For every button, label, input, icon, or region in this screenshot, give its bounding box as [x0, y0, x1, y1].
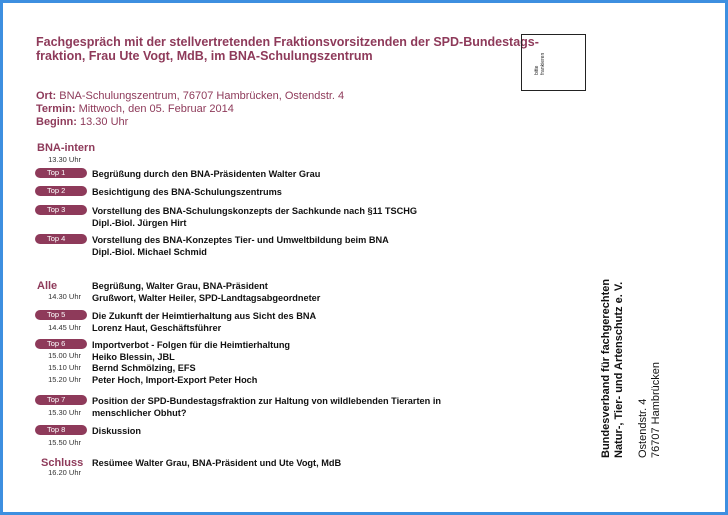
section-title-schluss: Schluss	[41, 457, 84, 469]
meta-ort	[36, 90, 344, 103]
item-line: Dipl.-Biol. Jürgen Hirt	[92, 217, 187, 228]
ort-value: BNA-Schulungszentrum, 76707 Hambrücken, Ostendstr. 4	[59, 90, 345, 102]
top-7-badge: Top 7	[35, 395, 87, 405]
agenda-item-top-8	[92, 426, 141, 438]
time-top-6-2: 15.10 Uhr	[48, 363, 81, 372]
section-title-alle: Alle	[37, 280, 58, 292]
agenda-item-top-2	[92, 187, 282, 199]
section-title-intern: BNA-intern	[37, 142, 96, 154]
agenda-item-top-6	[92, 340, 290, 386]
address-org-line-2: Natur-, Tier- und Artenschutz e. V.	[613, 281, 625, 458]
beginn-value: 13.30 Uhr	[80, 116, 129, 128]
item-line: Dipl.-Biol. Michael Schmid	[92, 246, 207, 257]
time-top-5: 14.45 Uhr	[48, 323, 81, 332]
termin-label: Termin:	[36, 103, 76, 115]
address-street: Ostendstr. 4	[637, 398, 649, 458]
stamp-line-2: frankieren	[540, 52, 546, 75]
recipient-address	[600, 279, 663, 458]
meta-beginn	[36, 116, 344, 129]
beginn-label: Beginn:	[36, 116, 77, 128]
item-line: Bernd Schmölzing, EFS	[92, 363, 196, 373]
agenda-item-top-5	[92, 311, 316, 334]
top-2-badge: Top 2	[35, 186, 87, 196]
item-line: Peter Hoch, Import-Export Peter Hoch	[92, 374, 258, 385]
top-3-badge: Top 3	[35, 205, 87, 215]
time-top-6-3: 15.20 Uhr	[48, 375, 81, 384]
stamp-line-1: bitte	[534, 65, 540, 75]
event-meta	[36, 90, 344, 129]
top-6-badge: Top 6	[35, 339, 87, 349]
agenda-item-top-7	[92, 396, 441, 419]
time-schluss: 16.20 Uhr	[48, 468, 81, 477]
item-line: Lorenz Haut, Geschäftsführer	[92, 322, 222, 333]
page-title	[36, 35, 539, 63]
title-line-2: fraktion, Frau Ute Vogt, MdB, im BNA-Schulungszentrum	[36, 49, 373, 63]
item-line: Besichtigung des BNA-Schulungszentrums	[92, 187, 282, 197]
top-1-badge: Top 1	[35, 168, 87, 178]
address-org-line-1: Bundesverband für fachgerechten	[600, 278, 612, 458]
top-5-badge: Top 5	[35, 310, 87, 320]
item-line: Vorstellung des BNA-Schulungskonzepts der Sachkunde nach §11 TSCHG	[92, 206, 418, 216]
agenda-item-top-4	[92, 235, 389, 258]
ort-label: Ort:	[36, 90, 57, 102]
agenda-item-top-1	[92, 169, 320, 181]
item-line: Resümee Walter Grau, BNA-Präsident und Ute Vogt, MdB	[92, 458, 342, 468]
top-4-badge: Top 4	[35, 234, 87, 244]
item-line: Heiko Blessin, JBL	[92, 351, 175, 362]
address-spacer	[626, 279, 637, 458]
title-line-1: Fachgespräch mit der stellvertretenden Fraktionsvorsitzenden der SPD-Bundestags-	[36, 35, 539, 49]
time-intern: 13.30 Uhr	[48, 155, 81, 164]
time-alle: 14.30 Uhr	[48, 292, 81, 301]
item-line: Grußwort, Walter Heiler, SPD-Landtagsabgeordneter	[92, 292, 321, 303]
agenda-item-alle	[92, 281, 320, 304]
stamp-box	[521, 34, 586, 91]
stamp-text	[534, 53, 546, 75]
termin-value: Mittwoch, den 05. Februar 2014	[78, 103, 234, 115]
meta-termin	[36, 103, 344, 116]
agenda-item-top-3	[92, 206, 417, 229]
time-top-6-1: 15.00 Uhr	[48, 351, 81, 360]
item-line: Importverbot - Folgen für die Heimtierhaltung	[92, 340, 291, 350]
item-line: Position der SPD-Bundestagsfraktion zur Haltung von wildlebenden Tierarten in	[92, 396, 441, 406]
address-city: 76707 Hambrücken	[650, 361, 662, 458]
item-line: menschlicher Obhut?	[92, 407, 187, 418]
time-top-8: 15.50 Uhr	[48, 438, 81, 447]
agenda-item-schluss	[92, 458, 341, 470]
item-line: Begrüßung durch den BNA-Präsidenten Walter Grau	[92, 169, 321, 179]
item-line: Vorstellung des BNA-Konzeptes Tier- und Umweltbildung beim BNA	[92, 235, 389, 245]
top-8-badge: Top 8	[35, 425, 87, 435]
item-line: Begrüßung, Walter Grau, BNA-Präsident	[92, 281, 268, 291]
item-line: Diskussion	[92, 426, 142, 436]
item-line: Die Zukunft der Heimtierhaltung aus Sicht des BNA	[92, 311, 317, 321]
time-top-7: 15.30 Uhr	[48, 408, 81, 417]
